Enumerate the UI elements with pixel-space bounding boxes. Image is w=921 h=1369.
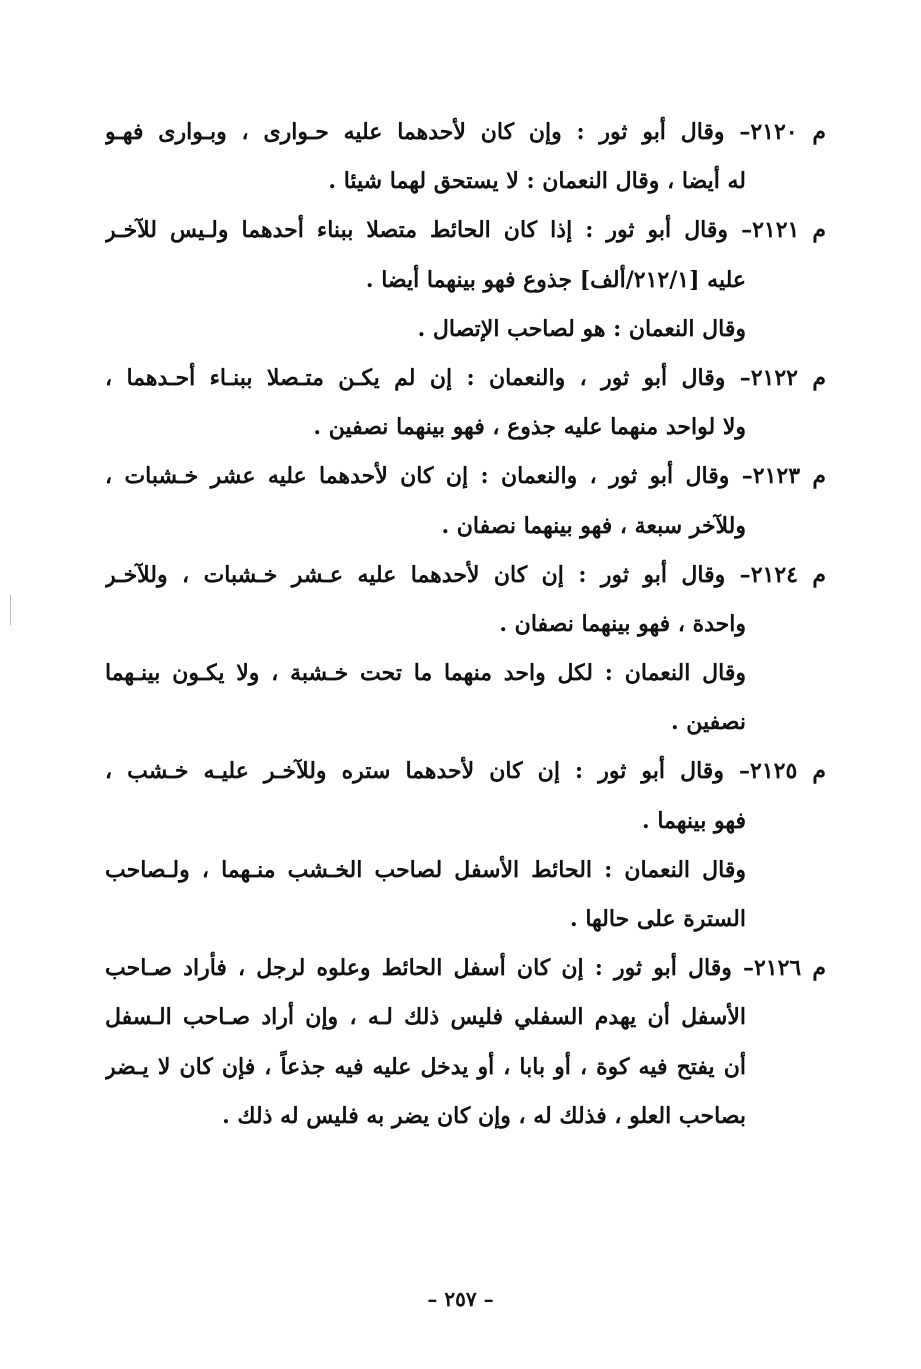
body-text: [105, 108, 826, 1141]
text-line: وقال النعمان : الحائط الأسفل لصاحب الخـشب منـهما ، ولـصاحب: [105, 856, 746, 883]
text-line: وقال النعمان : لكل واحد منهما ما تحت خـشبة ، ولا يكـون بينـهما: [105, 660, 746, 687]
text-line: م ٢١٢١– وقال أبو ثور : إذا كان الحائط متصلا ببناء أحدهما ولـيس للآخـر: [105, 217, 826, 244]
text-line: م ٢١٢٤– وقال أبو ثور : إن كان لأحدهما عليه عـشر خـشبات ، وللآخـر: [105, 561, 826, 588]
scan-edge-mark: [10, 595, 11, 625]
text-line: فهو بينهما .: [642, 807, 746, 834]
text-line: نصفين .: [670, 709, 746, 736]
page-number: – ٢٥٧ –: [427, 1287, 494, 1311]
text-line: ولا لواحد منهما عليه جذوع ، فهو بينهما نصفين .: [313, 414, 746, 441]
text-line: واحدة ، فهو بينهما نصفان .: [499, 610, 746, 637]
text-line: الأسفل أن يهدم السفلي فليس ذلك لـه ، وإن أراد صـاحب الـسفل: [105, 1004, 746, 1031]
text-line: أن يفتح فيه كوة ، أو بابا ، أو يدخل عليه فيه جذعاً ، فإن كان لا يـضر: [105, 1053, 746, 1080]
text-line: عليه [٢١٢/١/ألف] جذوع فهو بينهما أيضا .: [365, 266, 746, 293]
text-line: م ٢١٢٢– وقال أبو ثور ، والنعمان : إن لم يكـن متـصلا ببنـاء أحـدهما ،: [105, 364, 826, 391]
text-line: وللآخر سبعة ، فهو بينهما نصفان .: [441, 512, 746, 539]
text-line: م ٢١٢٥– وقال أبو ثور : إن كان لأحدهما ستره وللآخـر عليـه خـشب ،: [105, 758, 826, 785]
text-line: م ٢١٢٣– وقال أبو ثور ، والنعمان : إن كان لأحدهما عليه عشر خـشبات ،: [105, 463, 826, 490]
text-line: م ٢١٢٦– وقال أبو ثور : إن كان أسفل الحائط وعلوه لرجل ، فأراد صـاحب: [105, 955, 826, 982]
text-line: له أيضا ، وقال النعمان : لا يستحق لهما شيئا .: [328, 168, 746, 195]
text-line: بصاحب العلو ، فذلك له ، وإن كان يضر به فليس له ذلك .: [222, 1102, 746, 1129]
text-line: م ٢١٢٠– وقال أبو ثور : وإن كان لأحدهما عليه حـوارى ، وبـوارى فهـو: [105, 119, 826, 145]
text-line: السترة على حالها .: [570, 906, 746, 932]
text-line: وقال النعمان : هو لصاحب الإتصال .: [417, 315, 746, 342]
